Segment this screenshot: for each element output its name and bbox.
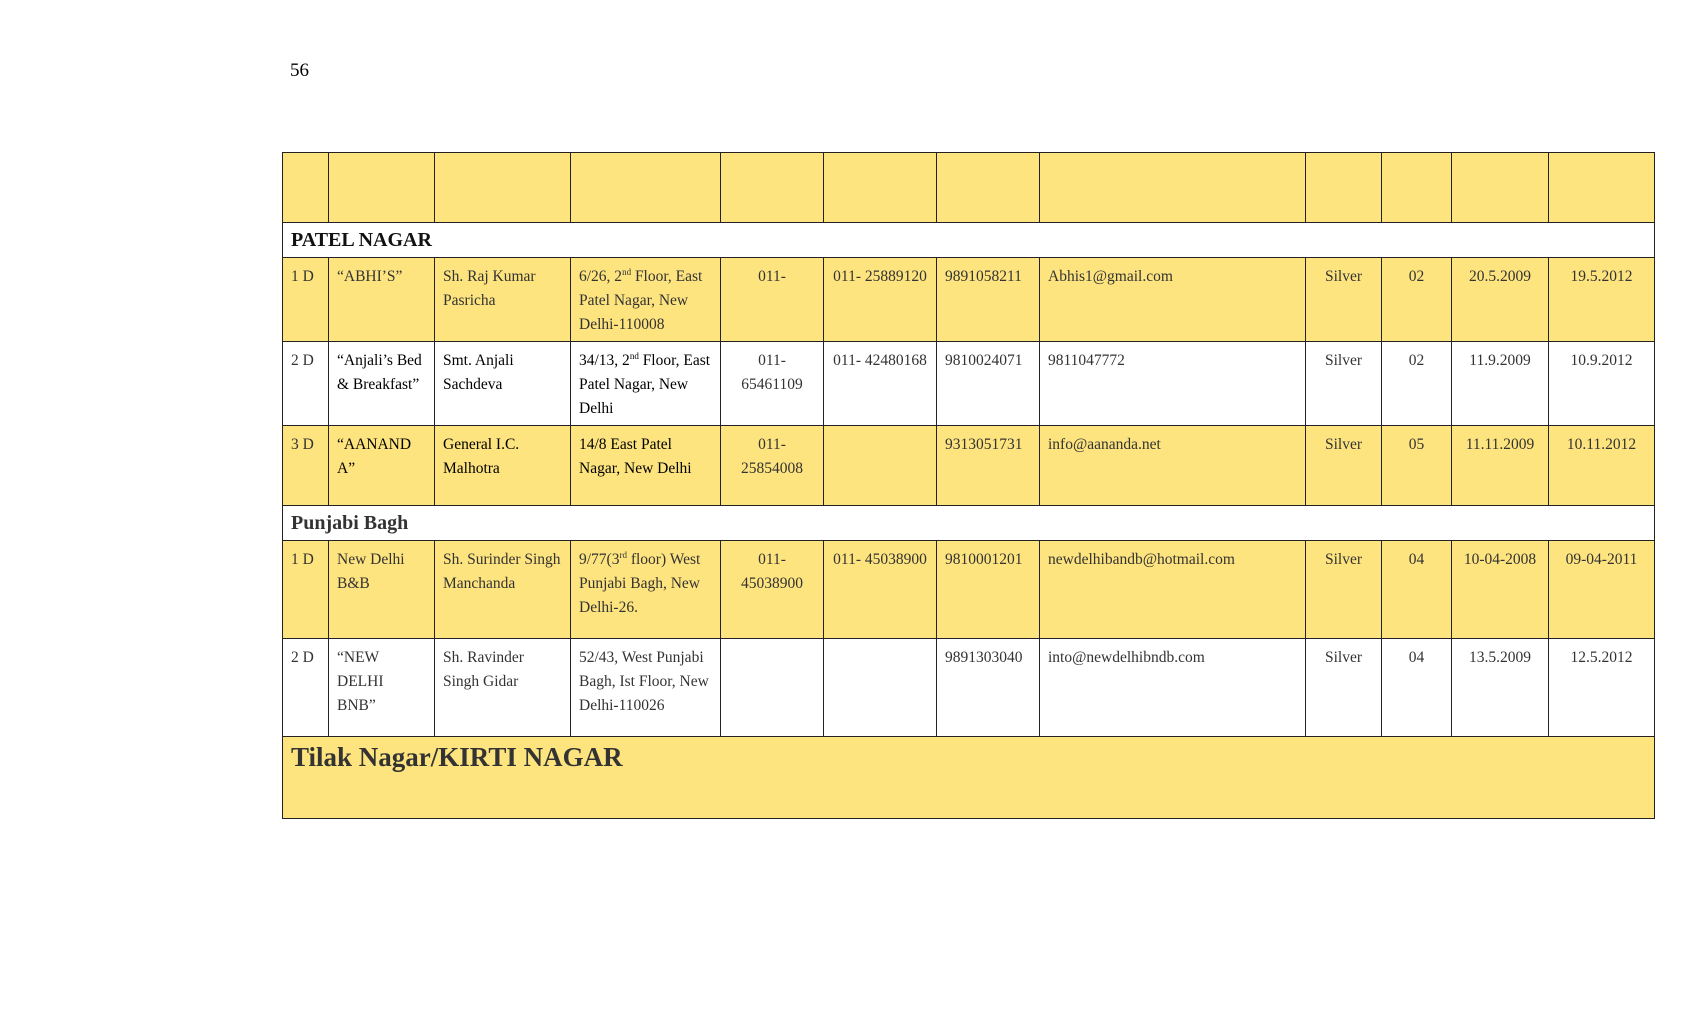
cell-serial-no: 2 D [283,639,329,737]
cell-email: info@aananda.net [1040,426,1306,506]
cell-address [571,426,721,506]
cell-serial-no: 1 D [283,541,329,639]
cell-category: Silver [1306,426,1382,506]
cell-property-name: “ABHI’S” [329,258,435,342]
cell-rooms: 04 [1382,541,1452,639]
cell-valid-from: 10-04-2008 [1452,541,1549,639]
cell-property-name: New Delhi B&B [329,541,435,639]
cell-address [571,342,721,426]
section-heading-row [283,223,1655,258]
cell-mobile: 9810024071 [937,342,1040,426]
table-header-cell [435,153,571,223]
table-row [283,541,1655,639]
table-header-cell [283,153,329,223]
cell-address [571,639,721,737]
cell-email: into@newdelhibndb.com [1040,639,1306,737]
cell-valid-from: 13.5.2009 [1452,639,1549,737]
table-row [283,342,1655,426]
address-superscript: nd [622,266,632,277]
cell-valid-to: 10.11.2012 [1549,426,1655,506]
cell-serial-no: 1 D [283,258,329,342]
section-heading-row [283,737,1655,819]
address-text: 6/26, 2 [579,268,623,285]
cell-property-name: “Anjali’s Bed & Breakfast” [329,342,435,426]
table-header-cell [1452,153,1549,223]
cell-valid-to: 19.5.2012 [1549,258,1655,342]
cell-valid-from: 11.11.2009 [1452,426,1549,506]
cell-rooms: 04 [1382,639,1452,737]
table-row [283,426,1655,506]
cell-rooms: 05 [1382,426,1452,506]
table-header-cell [721,153,824,223]
table-row [283,639,1655,737]
cell-phone-1: 011- 25854008 [721,426,824,506]
cell-serial-no: 2 D [283,342,329,426]
table-header-cell [329,153,435,223]
cell-phone-2: 011- 45038900 [824,541,937,639]
address-text: 9/77(3 [579,551,620,568]
cell-owner: Sh. Raj Kumar Pasricha [435,258,571,342]
section-title-punjabi-bagh: Punjabi Bagh [283,506,1655,541]
address-text: Floor, East Patel Nagar, New Delhi [579,352,711,417]
section-title-patel-nagar: PATEL NAGAR [283,223,1655,258]
table-header-cell [824,153,937,223]
cell-phone-2 [824,426,937,506]
address-text: 52/43, West Punjabi Bagh, Ist Floor, New Delhi-110026 [579,649,709,714]
cell-category: Silver [1306,639,1382,737]
table-header-cell [571,153,721,223]
cell-mobile: 9810001201 [937,541,1040,639]
table-header-cell [937,153,1040,223]
table-header-cell [1306,153,1382,223]
bnb-register-table [282,152,1655,819]
cell-owner: Sh. Surinder Singh Manchanda [435,541,571,639]
cell-property-name: “NEW DELHI BNB” [329,639,435,737]
table-header-row [283,153,1655,223]
address-text: 14/8 East Patel Nagar, New Delhi [579,436,692,477]
section-title-tilak-nagar: Tilak Nagar/KIRTI NAGAR [283,737,1655,819]
cell-phone-2: 011- 42480168 [824,342,937,426]
cell-rooms: 02 [1382,342,1452,426]
cell-valid-from: 20.5.2009 [1452,258,1549,342]
page-number: 56 [290,60,309,81]
cell-property-name: “AANAND A” [329,426,435,506]
address-superscript: rd [619,549,627,560]
cell-valid-from: 11.9.2009 [1452,342,1549,426]
table-row [283,258,1655,342]
cell-category: Silver [1306,541,1382,639]
cell-serial-no: 3 D [283,426,329,506]
address-text: floor) West Punjabi Bagh, New Delhi-26. [579,551,701,616]
cell-phone-2 [824,639,937,737]
table-header-cell [1040,153,1306,223]
address-text: Floor, East Patel Nagar, New Delhi-110008 [579,268,703,333]
cell-phone-2: 011- 25889120 [824,258,937,342]
table-header-cell [1382,153,1452,223]
cell-category: Silver [1306,258,1382,342]
cell-mobile: 9313051731 [937,426,1040,506]
cell-valid-to: 12.5.2012 [1549,639,1655,737]
cell-category: Silver [1306,342,1382,426]
cell-address [571,258,721,342]
cell-owner: Smt. Anjali Sachdeva [435,342,571,426]
cell-valid-to: 09-04-2011 [1549,541,1655,639]
cell-phone-1: 011- [721,258,824,342]
cell-phone-1: 011- 45038900 [721,541,824,639]
address-text: 34/13, 2 [579,352,630,369]
cell-email: 9811047772 [1040,342,1306,426]
cell-email: Abhis1@gmail.com [1040,258,1306,342]
cell-rooms: 02 [1382,258,1452,342]
cell-phone-1: 011- 65461109 [721,342,824,426]
cell-owner: General I.C. Malhotra [435,426,571,506]
cell-mobile: 9891058211 [937,258,1040,342]
table-header-cell [1549,153,1655,223]
cell-valid-to: 10.9.2012 [1549,342,1655,426]
cell-email: newdelhibandb@hotmail.com [1040,541,1306,639]
cell-mobile: 9891303040 [937,639,1040,737]
section-heading-row [283,506,1655,541]
cell-address [571,541,721,639]
cell-owner: Sh. Ravinder Singh Gidar [435,639,571,737]
cell-phone-1 [721,639,824,737]
address-superscript: nd [629,350,639,361]
